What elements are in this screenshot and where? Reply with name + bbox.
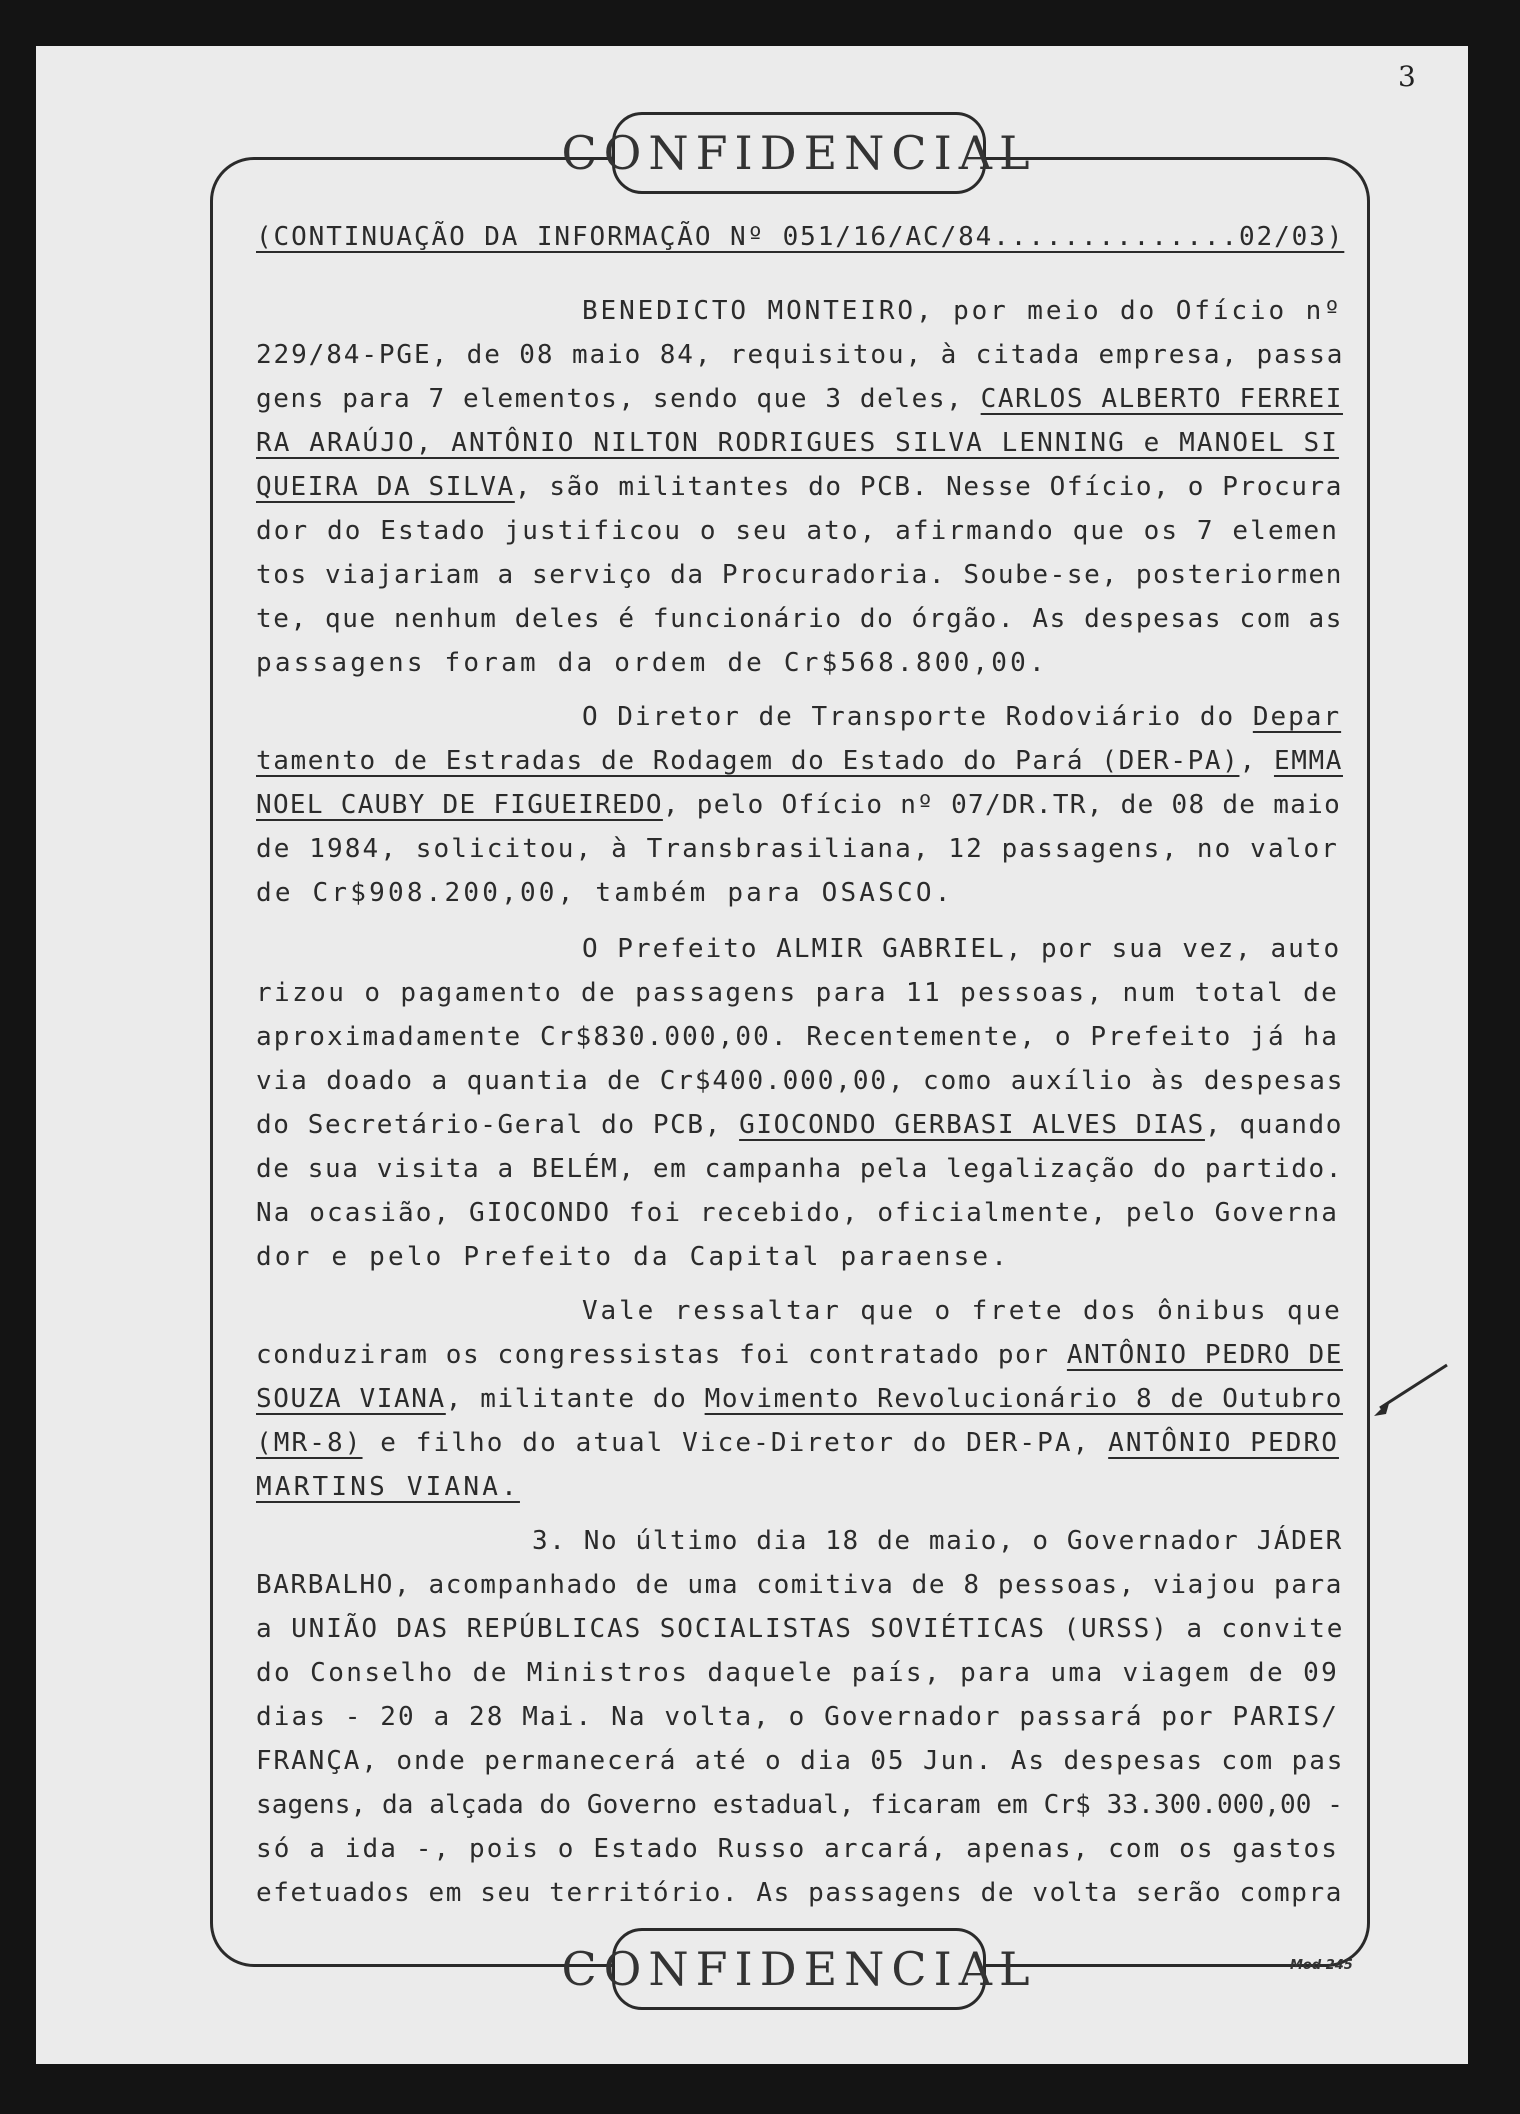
text-line: só a ida -, pois o Estado Russo arcará, apenas, com os gastos	[256, 1834, 1339, 1864]
arrow-annotation	[1372, 1360, 1452, 1430]
text-line: 229/84-PGE, de 08 maio 84, requisitou, à citada empresa, passa	[256, 340, 1345, 370]
text-line: de sua visita a BELÉM, em campanha pela legalização do partido.	[256, 1154, 1343, 1184]
text-line: Vale ressaltar que o frete dos ônibus que	[582, 1296, 1343, 1326]
continuation-header: (CONTINUAÇÃO DA INFORMAÇÃO Nº 051/16/AC/84..............02/03)	[256, 222, 1345, 252]
text-line: via doado a quantia de Cr$400.000,00, como auxílio às despesas	[256, 1066, 1345, 1096]
text-line: Na ocasião, GIOCONDO foi recebido, oficialmente, pelo Governa	[256, 1198, 1339, 1228]
text-line: tos viajariam a serviço da Procuradoria. Soube-se, posteriormen	[256, 560, 1343, 590]
form-code: Mod 245	[1290, 1958, 1353, 1973]
text-line: gens para 7 elementos, sendo que 3 deles, CARLOS ALBERTO FERREI	[256, 384, 1343, 414]
text-line: SOUZA VIANA, militante do Movimento Revolucionário 8 de Outubro	[256, 1384, 1343, 1414]
text-line: MARTINS VIANA.	[256, 1472, 520, 1502]
page-corner-mark: 3	[1398, 60, 1416, 93]
text-line: a UNIÃO DAS REPÚBLICAS SOCIALISTAS SOVIÉTICAS (URSS) a convite	[256, 1614, 1345, 1644]
text-line: dias - 20 a 28 Mai. Na volta, o Governador passará por PARIS/	[256, 1702, 1339, 1732]
text-line: O Prefeito ALMIR GABRIEL, por sua vez, auto	[582, 934, 1342, 964]
text-line: de 1984, solicitou, à Transbrasiliana, 12 passagens, no valor	[256, 834, 1339, 864]
confidential-stamp-top: CONFIDENCIAL	[612, 112, 986, 194]
text-line: de Cr$908.200,00, também para OSASCO.	[256, 878, 954, 908]
text-line: RA ARAÚJO, ANTÔNIO NILTON RODRIGUES SILVA LENNING e MANOEL SI	[256, 428, 1339, 458]
text-line: dor e pelo Prefeito da Capital paraense.	[256, 1242, 1011, 1272]
text-line: passagens foram da ordem de Cr$568.800,00.	[256, 648, 1048, 678]
text-line: 3. No último dia 18 de maio, o Governador JÁDER	[532, 1526, 1343, 1556]
text-line: BENEDICTO MONTEIRO, por meio do Ofício nº	[582, 296, 1343, 326]
text-line: FRANÇA, onde permanecerá até o dia 05 Jun. As despesas com pas	[256, 1746, 1345, 1776]
text-line: dor do Estado justificou o seu ato, afirmando que os 7 elemen	[256, 516, 1339, 546]
text-line: NOEL CAUBY DE FIGUEIREDO, pelo Ofício nº 07/DR.TR, de 08 de maio	[256, 790, 1342, 820]
text-line: do Secretário-Geral do PCB, GIOCONDO GERBASI ALVES DIAS, quando	[256, 1110, 1343, 1140]
text-line: QUEIRA DA SILVA, são militantes do PCB. Nesse Ofício, o Procura	[256, 472, 1343, 502]
text-line: te, que nenhum deles é funcionário do órgão. As despesas com as	[256, 604, 1343, 634]
text-line: do Conselho de Ministros daquele país, para uma viagem de 09	[256, 1658, 1340, 1688]
text-line: aproximadamente Cr$830.000,00. Recentemente, o Prefeito já ha	[256, 1022, 1339, 1052]
text-line: rizou o pagamento de passagens para 11 pessoas, num total de	[256, 978, 1340, 1008]
confidential-stamp-bottom: CONFIDENCIAL	[612, 1928, 986, 2010]
text-line: (MR-8) e filho do atual Vice-Diretor do DER-PA, ANTÔNIO PEDRO	[256, 1428, 1339, 1458]
text-line: tamento de Estradas de Rodagem do Estado do Pará (DER-PA), EMMA	[256, 746, 1343, 776]
text-line: efetuados em seu território. As passagens de volta serão compra	[256, 1878, 1343, 1908]
text-line: O Diretor de Transporte Rodoviário do Depar	[582, 702, 1342, 732]
text-line: conduziram os congressistas foi contratado por ANTÔNIO PEDRO DE	[256, 1340, 1343, 1370]
text-line: sagens, da alçada do Governo estadual, ficaram em Cr$ 33.300.000,00 -	[256, 1790, 1343, 1820]
text-line: BARBALHO, acompanhado de uma comitiva de 8 pessoas, viajou para	[256, 1570, 1343, 1600]
